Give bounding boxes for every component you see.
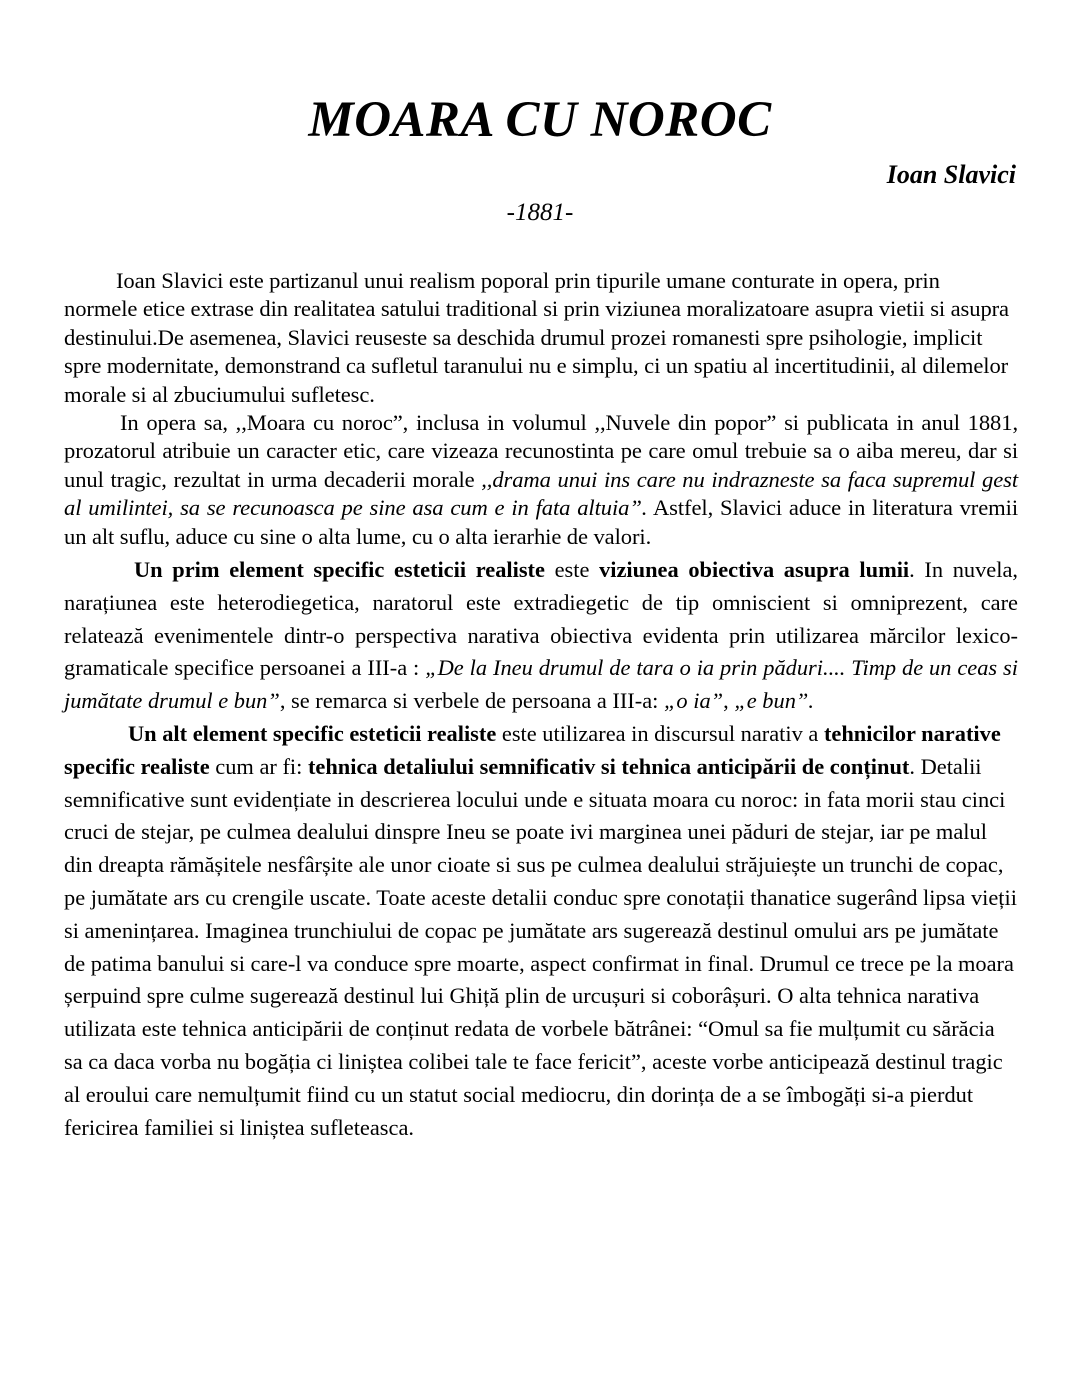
bold-phrase: Un alt element specific esteticii realiste: [128, 721, 497, 747]
text-quote: „o ia”: [663, 688, 724, 714]
text-run: . In nuvela, narațiunea este heterodiegetica, naratorul este extradiegetic de tip omniscient si omniprezent, care relatează evenimentele dintr-o perspectiva narativa obiectiva evidenta prin utilizarea mărcilor lexico-gramaticale specifice persoanei a III-a :: [64, 557, 1018, 681]
document-body: [64, 267, 1018, 1144]
paragraph-opera-text-end: Astfel, Slavici aduce in literatura vremii un alt suflu, aduce cu sine o alta lume, cu o alta ierarhie de valori.: [64, 495, 1018, 549]
bold-phrase: tehnica detaliului semnificativ si tehnica anticipării de conținut: [307, 753, 910, 779]
text-quote: „De la Ineu drumul de tara o ia prin păduri.... Timp de un ceas si jumătate drumul e bun”: [64, 655, 1018, 714]
bold-phrase: viziunea obiectiva asupra lumii: [599, 557, 910, 583]
text-run: ,: [723, 688, 735, 714]
author-name: Ioan Slavici: [886, 160, 1016, 189]
paragraph-intro: Ioan Slavici este partizanul unui realism poporal prin tipurile umane conturate in opera, prin normele etice extrase din realitatea satului traditional si prin viziunea moralizatoare asupra vietii si asupra destinului.De asemenea, Slavici reuseste sa deschida drumul prozei romanesti spre psihologie, implicit spre modernitate, demonstrand ca sufletul taranului nu e simplu, ci un spatiu al incertitudinii, al dilemelor morale si al zbuciumului sufletesc.: [64, 268, 1009, 407]
paragraph-opera: [64, 409, 1018, 551]
text-run: este: [544, 557, 600, 583]
paragraph-second-element: [64, 718, 1018, 1144]
paragraph-opera-text: In opera sa, ,,Moara cu noroc”, inclusa in volumul ,,Nuvele din popor” si publicata in anul 1881, prozatorul atribuie un caracter etic, care vizeaza recunostinta pe care omul trebuie sa o aiba mereu, dar si unul tragic, rezultat in urma decaderii morale: [64, 410, 1018, 492]
text-run: cum ar fi:: [209, 753, 308, 779]
bold-phrase: tehnicilor narative specific realiste: [64, 721, 1001, 779]
text-run: este utilizarea in discursul narativ a: [496, 721, 824, 747]
paragraph-first-element: [64, 554, 1018, 718]
critic-quote: ,,drama unui ins care nu indrazneste sa faca supremul gest al umilintei, sa se recunoasca pe sine asa cum e in fata altuia”.: [64, 466, 1018, 521]
text-run: . Detalii semnificative sunt evidențiate in descrierea locului unde e situata moara cu noroc: in fata morii stau cinci cruci de stejar, pe culmea dealului dinspre Ineu se poate ivi marginea unei păduri de stejar, iar pe malul din dreapta rămășitele nesfârșite ale unor cioate si sus pe culmea dealului străjuiește un trunchi de copac, pe jumătate ars cu crengile uscate. Toate aceste detalii conduc spre conotații thanatice sugerând lipsa vieții si amenințarea. Imaginea trunchiului de copac pe jumătate ars sugerează destinul omului ars pe jumătate de patima banului si care-l va conduce spre moarte, aspect confirmat in final. Drumul ce trece pe la moara șerpuind spre culme sugerează destinul lui Ghiță plin de urcușuri si coborâșuri. O alta tehnica narativa utilizata este tehnica anticipării de conținut redata de vorbele bătrânei: “Omul sa fie mulțumit cu sărăcia sa ca daca vorba nu bogăția ci liniștea colibei tale te face fericit”, aceste vorbe anticipează destinul tragic al eroului care nemulțumit fiind cu un statut social mediocru, din dorința de a se îmbogăți si-a pierdut fericirea familiei si liniștea sufleteasca.: [64, 753, 1017, 1140]
publication-year: -1881-: [506, 199, 574, 226]
text-run: , se remarca si verbele de persoana a III-a:: [279, 688, 664, 714]
document-title: MOARA CU NOROC: [308, 92, 772, 148]
bold-phrase: Un prim element specific esteticii realiste: [134, 557, 545, 583]
text-quote: „e bun”.: [734, 688, 814, 714]
